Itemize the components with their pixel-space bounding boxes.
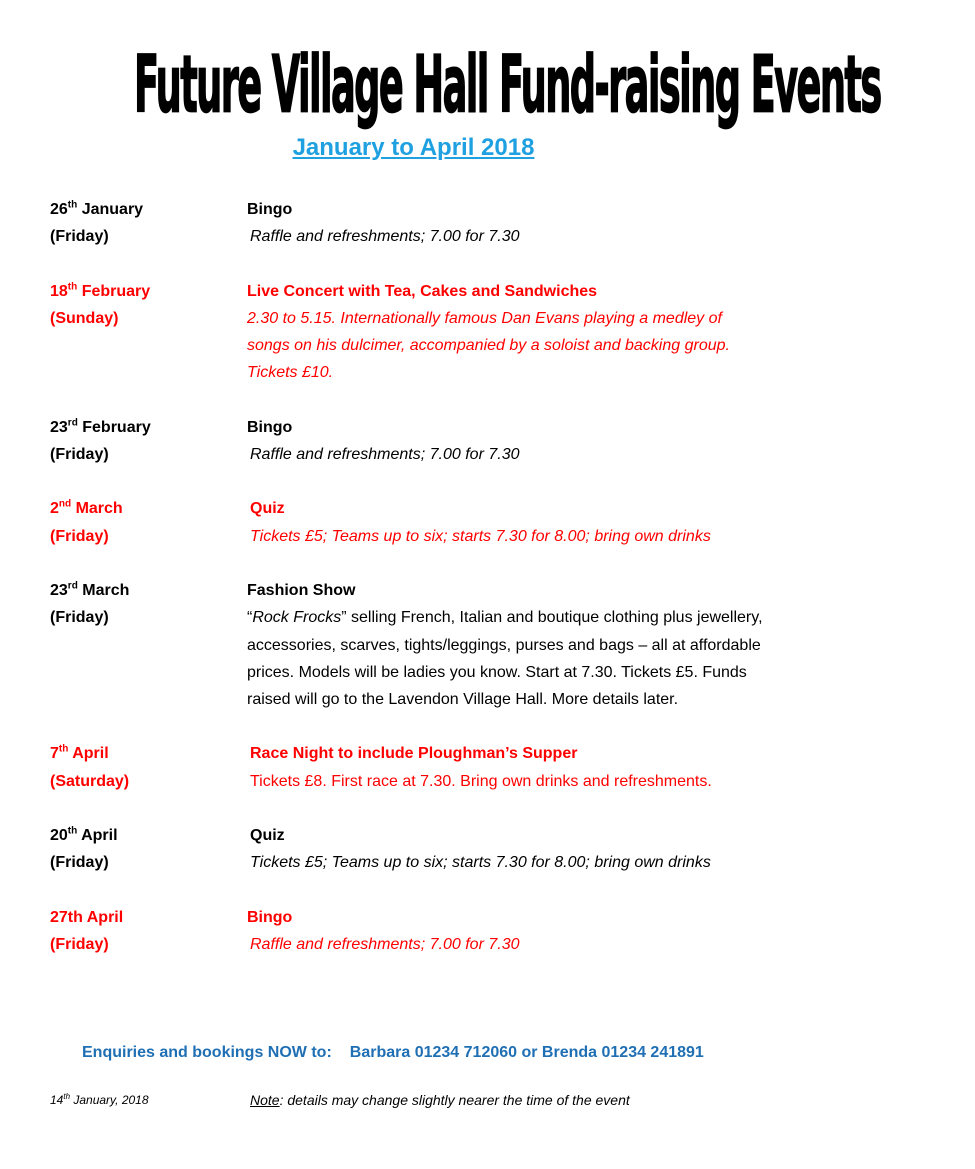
event-weekday: (Friday) bbox=[50, 609, 109, 627]
enquiries-label: Enquiries and bookings NOW to: bbox=[82, 1044, 332, 1061]
event-date bbox=[50, 904, 247, 959]
event-info bbox=[247, 822, 790, 877]
event-title: Quiz bbox=[250, 827, 285, 845]
page-title bbox=[40, 38, 881, 132]
enquiries-line bbox=[82, 1044, 704, 1062]
event-row bbox=[50, 495, 790, 550]
event-info bbox=[247, 904, 790, 959]
event-date bbox=[50, 577, 247, 713]
footer-note-label: Note bbox=[250, 1092, 280, 1108]
event-date-line: 26th January bbox=[50, 199, 144, 218]
event-row bbox=[50, 740, 790, 795]
event-date-line: 27th April bbox=[50, 908, 124, 926]
events-list bbox=[50, 196, 790, 958]
event-date-line: 7th April bbox=[50, 744, 109, 763]
event-weekday: (Sunday) bbox=[50, 309, 119, 327]
event-title: Bingo bbox=[247, 201, 293, 218]
event-date bbox=[50, 278, 247, 387]
event-info bbox=[247, 495, 790, 550]
event-info bbox=[247, 278, 767, 387]
event-row bbox=[50, 196, 790, 251]
event-description: Tickets £8. First race at 7.30. Bring own drinks and refreshments. bbox=[250, 772, 712, 790]
event-title: Bingo bbox=[247, 418, 293, 436]
event-date-line: 23rd February bbox=[50, 417, 151, 436]
event-date bbox=[50, 196, 247, 251]
event-date bbox=[50, 495, 247, 550]
event-description: Tickets £5; Teams up to six; starts 7.30 for 8.00; bring own drinks bbox=[250, 527, 711, 545]
page-subtitle: January to April 2018 bbox=[292, 134, 535, 161]
event-row bbox=[50, 577, 790, 713]
event-title: Live Concert with Tea, Cakes and Sandwiches bbox=[247, 282, 598, 300]
event-date-line: 2nd March bbox=[50, 499, 123, 518]
footer-date: 14th January, 2018 bbox=[50, 1092, 149, 1107]
event-row bbox=[50, 414, 790, 469]
event-description: 2.30 to 5.15. Internationally famous Dan Evans playing a medley of songs on his dulcimer, accompanied by a soloist and backing group. Tickets £10. bbox=[247, 309, 730, 382]
event-description: Raffle and refreshments; 7.00 for 7.30 bbox=[250, 446, 520, 464]
event-date-line: 18th February bbox=[50, 281, 151, 300]
event-title: Bingo bbox=[247, 908, 293, 926]
event-info bbox=[247, 740, 790, 795]
event-title: Fashion Show bbox=[247, 581, 356, 599]
event-description: “Rock Frocks” selling French, Italian and boutique clothing plus jewellery, accessories, scarves, tights/leggings, purses and bags – all at affordable prices. Models will be ladies you know. Start at 7.30. Tickets £5. Funds raised will go to the Lavendon Village Hall. More details later. bbox=[247, 609, 763, 709]
event-weekday: (Friday) bbox=[50, 446, 109, 464]
event-description: Raffle and refreshments; 7.00 for 7.30 bbox=[250, 935, 520, 953]
event-weekday: (Friday) bbox=[50, 854, 109, 872]
event-weekday: (Friday) bbox=[50, 527, 109, 545]
event-date bbox=[50, 414, 247, 469]
event-weekday: (Friday) bbox=[50, 935, 109, 953]
event-weekday: (Friday) bbox=[50, 228, 109, 246]
footer-note-text: : details may change slightly nearer the time of the event bbox=[279, 1092, 630, 1108]
event-info bbox=[247, 414, 790, 469]
event-row bbox=[50, 822, 790, 877]
event-row bbox=[50, 278, 790, 387]
event-date-line: 20th April bbox=[50, 825, 118, 845]
event-info bbox=[247, 196, 790, 251]
enquiries-contacts: Barbara 01234 712060 or Brenda 01234 241891 bbox=[349, 1044, 704, 1061]
event-date bbox=[50, 740, 247, 795]
event-date-line: 23rd March bbox=[50, 580, 130, 599]
event-description: Raffle and refreshments; 7.00 for 7.30 bbox=[250, 228, 520, 246]
footer-note bbox=[250, 1092, 630, 1108]
event-title: Race Night to include Ploughman’s Supper bbox=[250, 745, 578, 763]
event-row bbox=[50, 904, 790, 959]
event-title: Quiz bbox=[250, 500, 285, 518]
event-description: Tickets £5; Teams up to six; starts 7.30 for 8.00; bring own drinks bbox=[250, 854, 711, 872]
event-date bbox=[50, 822, 247, 877]
page-title-text: Future Village Hall Fund-raising Events bbox=[133, 38, 881, 131]
event-weekday: (Saturday) bbox=[50, 772, 130, 790]
event-info bbox=[247, 577, 777, 713]
